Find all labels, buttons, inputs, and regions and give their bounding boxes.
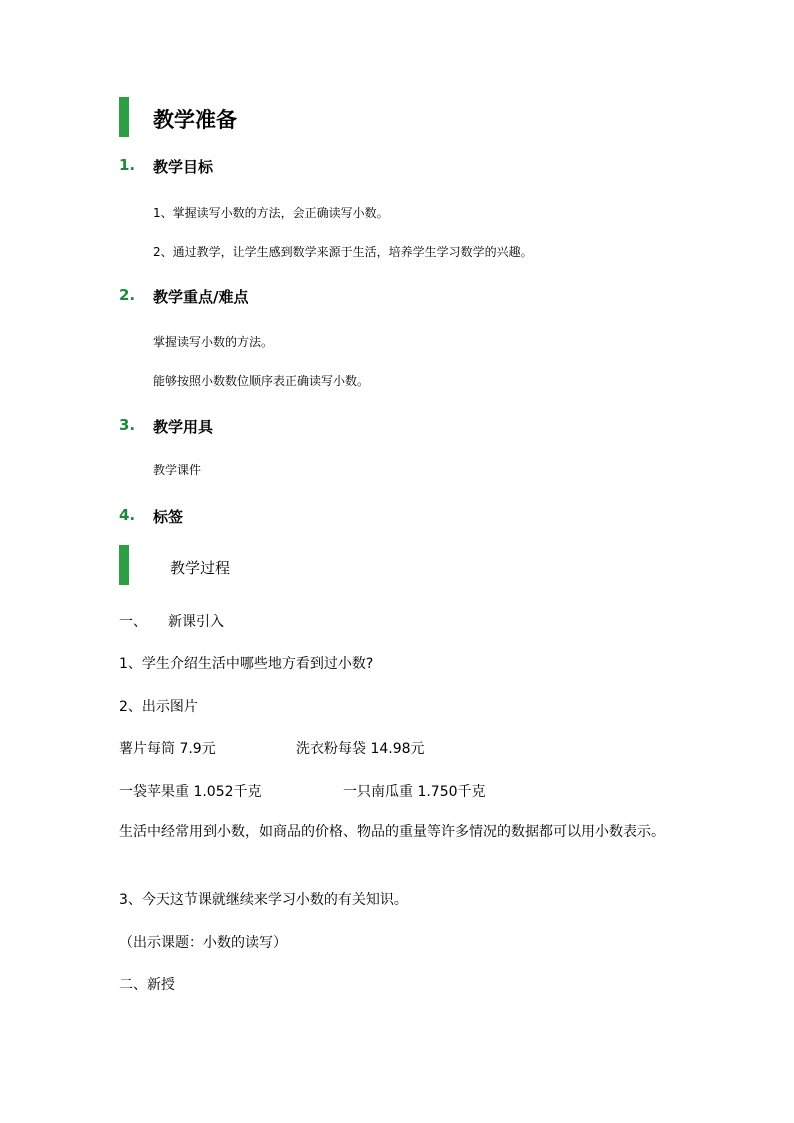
section-title: 教学准备 bbox=[153, 108, 237, 132]
item-number: 4. bbox=[119, 506, 136, 524]
section-marker-bar bbox=[119, 545, 129, 585]
item-line: 1、掌握读写小数的方法，会正确读写小数。 bbox=[153, 206, 389, 220]
item-heading: 教学重点/难点 bbox=[153, 288, 249, 306]
section-title: 教学过程 bbox=[170, 559, 231, 577]
example-item: 薯片每筒 7.9元 bbox=[119, 741, 216, 757]
example-item: 一只南瓜重 1.750千克 bbox=[343, 784, 486, 800]
question-line: 3、今天这节课就继续来学习小数的有关知识。 bbox=[119, 892, 408, 908]
question-line: 1、学生介绍生活中哪些地方看到过小数? bbox=[119, 656, 374, 672]
item-heading: 标签 bbox=[153, 508, 184, 526]
example-item: 一袋苹果重 1.052千克 bbox=[119, 784, 262, 800]
item-number: 3. bbox=[119, 416, 136, 434]
item-line: 能够按照小数数位顺序表正确读写小数。 bbox=[153, 374, 370, 388]
section-marker-bar bbox=[119, 97, 129, 137]
part-mark: 一、 bbox=[119, 614, 147, 630]
item-heading: 教学用具 bbox=[153, 418, 214, 436]
part-title: 二、新授 bbox=[119, 977, 175, 993]
item-number: 2. bbox=[119, 286, 136, 304]
item-line: 2、通过教学，让学生感到数学来源于生活，培养学生学习数学的兴趣。 bbox=[153, 245, 533, 259]
question-line: 2、出示图片 bbox=[119, 699, 198, 715]
part-title: 新课引入 bbox=[168, 614, 224, 630]
item-heading: 教学目标 bbox=[153, 158, 214, 176]
item-number: 1. bbox=[119, 156, 136, 174]
item-line: 教学课件 bbox=[153, 463, 202, 477]
item-line: 掌握读写小数的方法。 bbox=[153, 335, 274, 349]
topic-line: （出示课题：小数的读写） bbox=[119, 935, 287, 951]
example-item: 洗衣粉每袋 14.98元 bbox=[296, 741, 425, 757]
paragraph: 生活中经常用到小数，如商品的价格、物品的重量等许多情况的数据都可以用小数表示。 bbox=[119, 824, 665, 840]
